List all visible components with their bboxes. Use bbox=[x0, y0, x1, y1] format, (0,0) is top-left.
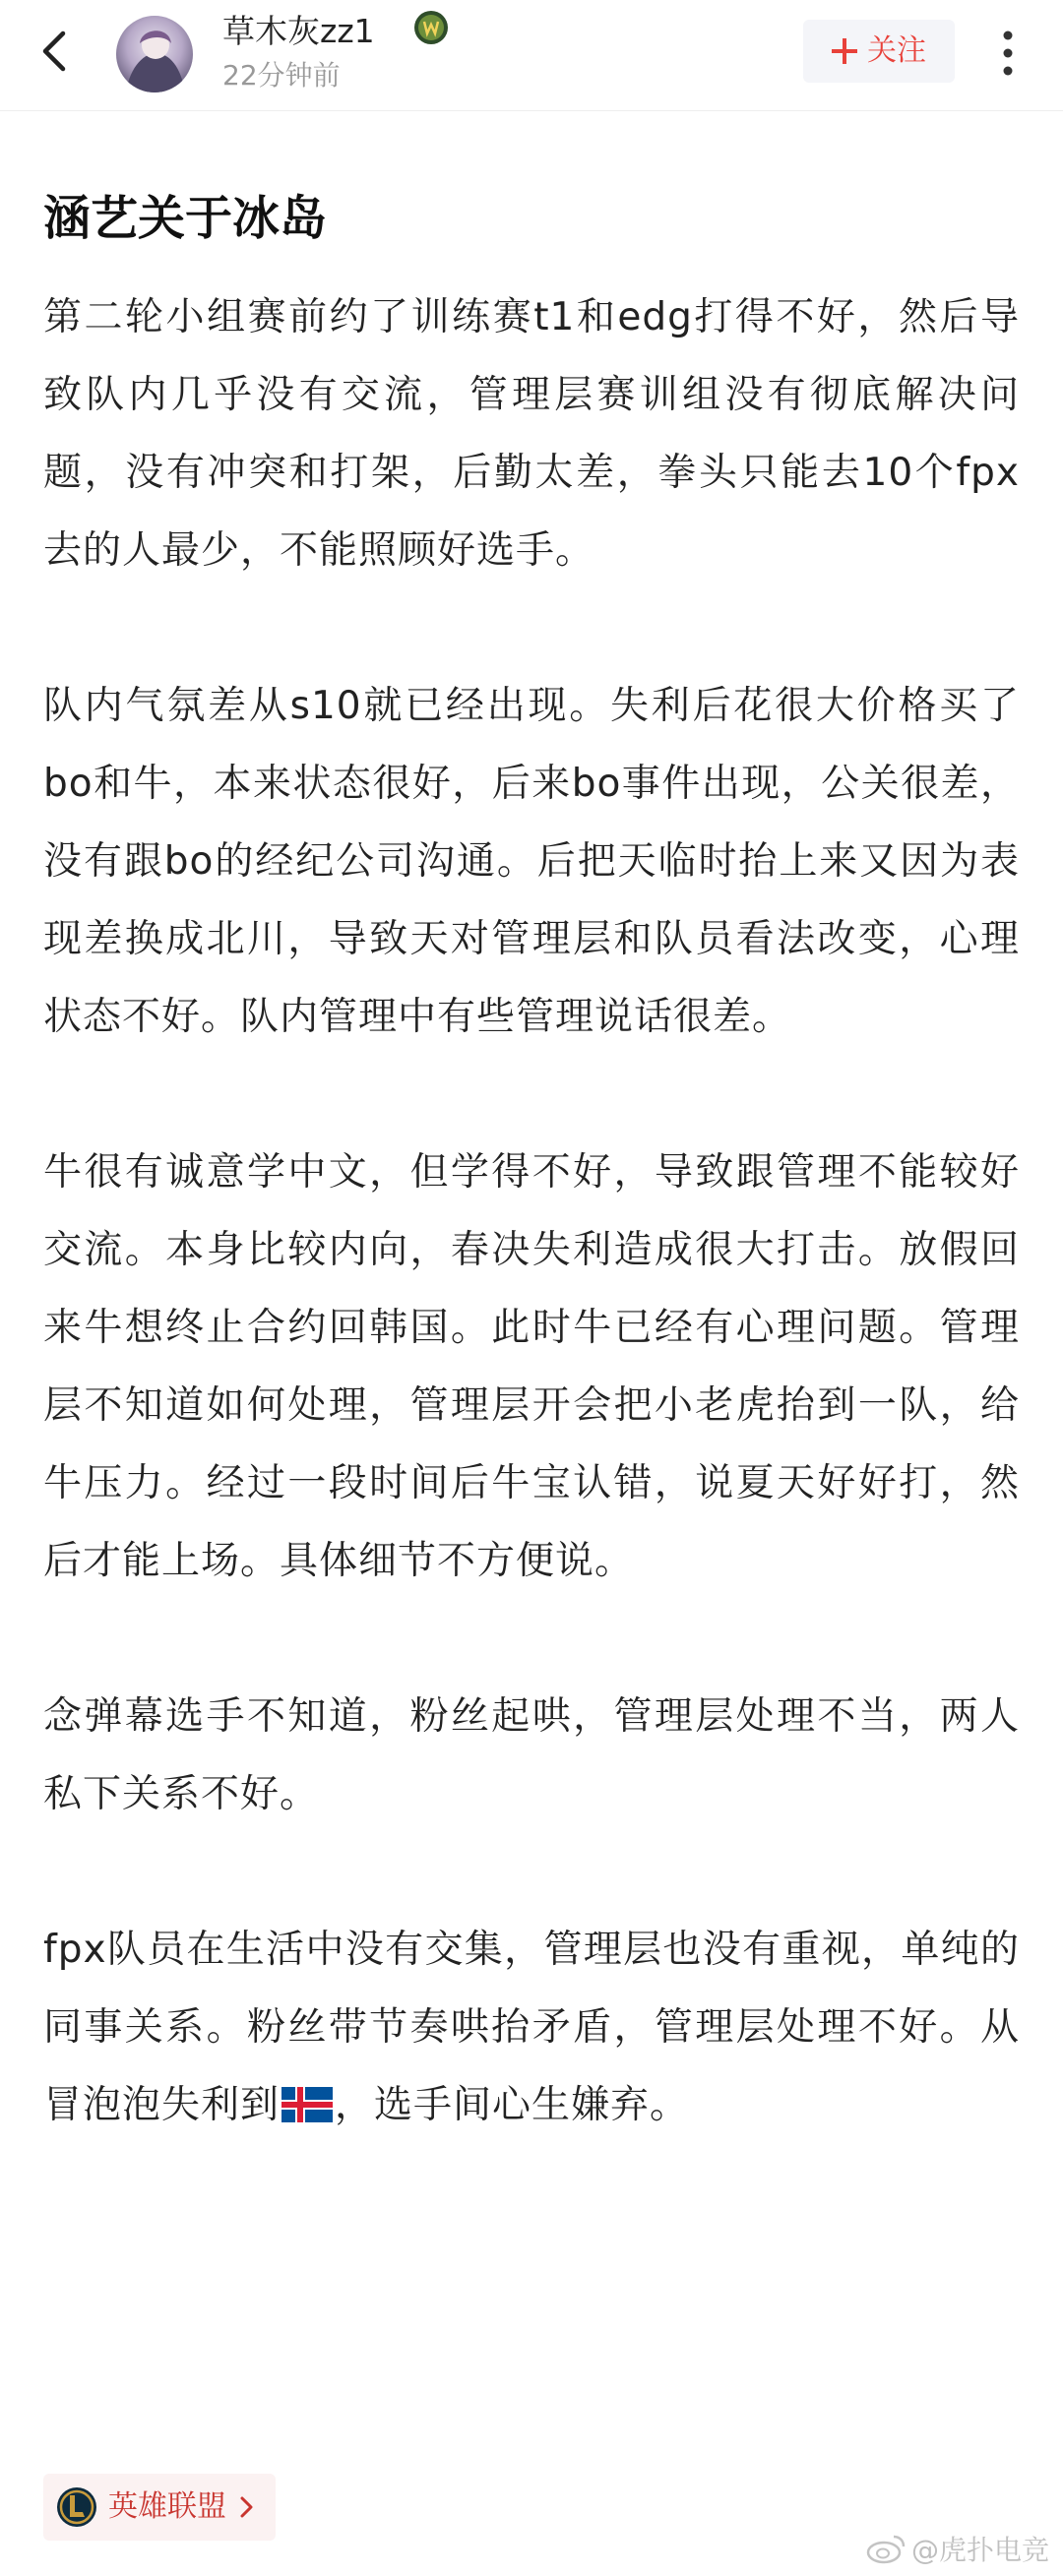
topic-tag-label: 英雄联盟 bbox=[108, 2489, 226, 2524]
watermark bbox=[866, 2529, 1049, 2568]
back-arrow-icon[interactable] bbox=[28, 22, 87, 81]
more-vertical-icon[interactable] bbox=[990, 26, 1026, 81]
paragraph-3: 牛很有诚意学中文，但学得不好，导致跟管理不能较好交流。本身比较内向，春决失利造成很大打击。放假回来牛想终止合约回韩国。此时牛已经有心理问题。管理层不知道如何处理，管理层开会把小老虎抬到一队，给牛压力。经过一段时间后牛宝认错，说夏天好好打，然后才能上场。具体细节不方便说。 bbox=[43, 1150, 1020, 1583]
avatar[interactable] bbox=[116, 16, 193, 92]
post-time: 22分钟前 bbox=[222, 59, 341, 92]
iceland-flag-icon bbox=[281, 2071, 333, 2107]
topic-tag-button[interactable] bbox=[43, 2474, 276, 2541]
post-content bbox=[43, 278, 1020, 2222]
follow-button[interactable] bbox=[803, 20, 955, 83]
username[interactable]: 草木灰zz1 bbox=[222, 12, 375, 50]
top-navigation-bar bbox=[0, 0, 1063, 111]
league-of-legends-icon bbox=[55, 2485, 98, 2529]
plus-icon bbox=[832, 38, 857, 64]
paragraph-2: 队内气氛差从s10就已经出现。失利后花很大价格买了bo和牛，本来状态很好，后来bo事件出现，公关很差，没有跟bo的经纪公司沟通。后把天临时抬上来又因为表现差换成北川，导致天对管理层和队员看法改变，心理状态不好。队内管理中有些管理说话很差。 bbox=[43, 684, 1020, 1039]
chevron-right-icon bbox=[236, 2493, 256, 2521]
weibo-logo-icon bbox=[866, 2533, 906, 2564]
paragraph-1: 第二轮小组赛前约了训练赛t1和edg打得不好，然后导致队内几乎没有交流，管理层赛训组没有彻底解决问题，没有冲突和打架，后勤太差，拳头只能去10个fpx去的人最少，不能照顾好选手。 bbox=[43, 295, 1020, 573]
paragraph-5 bbox=[43, 1911, 1020, 2144]
paragraph-5-text-a: fpx队员在生活中没有交集，管理层也没有重视，单纯的同事关系。粉丝带节奏哄抬矛盾，管理层处理不好。从冒泡泡失利到 bbox=[43, 1928, 1020, 2127]
level-badge-icon bbox=[413, 10, 449, 45]
paragraph-5-text-b: ，选手间心生嫌弃。 bbox=[335, 2083, 690, 2127]
paragraph-4: 念弹幕选手不知道，粉丝起哄，管理层处理不当，两人私下关系不好。 bbox=[43, 1694, 1020, 1816]
watermark-text: @虎扑电竞 bbox=[911, 2534, 1050, 2566]
post-title: 涵艺关于冰岛 bbox=[43, 191, 328, 247]
follow-label: 关注 bbox=[867, 33, 926, 68]
